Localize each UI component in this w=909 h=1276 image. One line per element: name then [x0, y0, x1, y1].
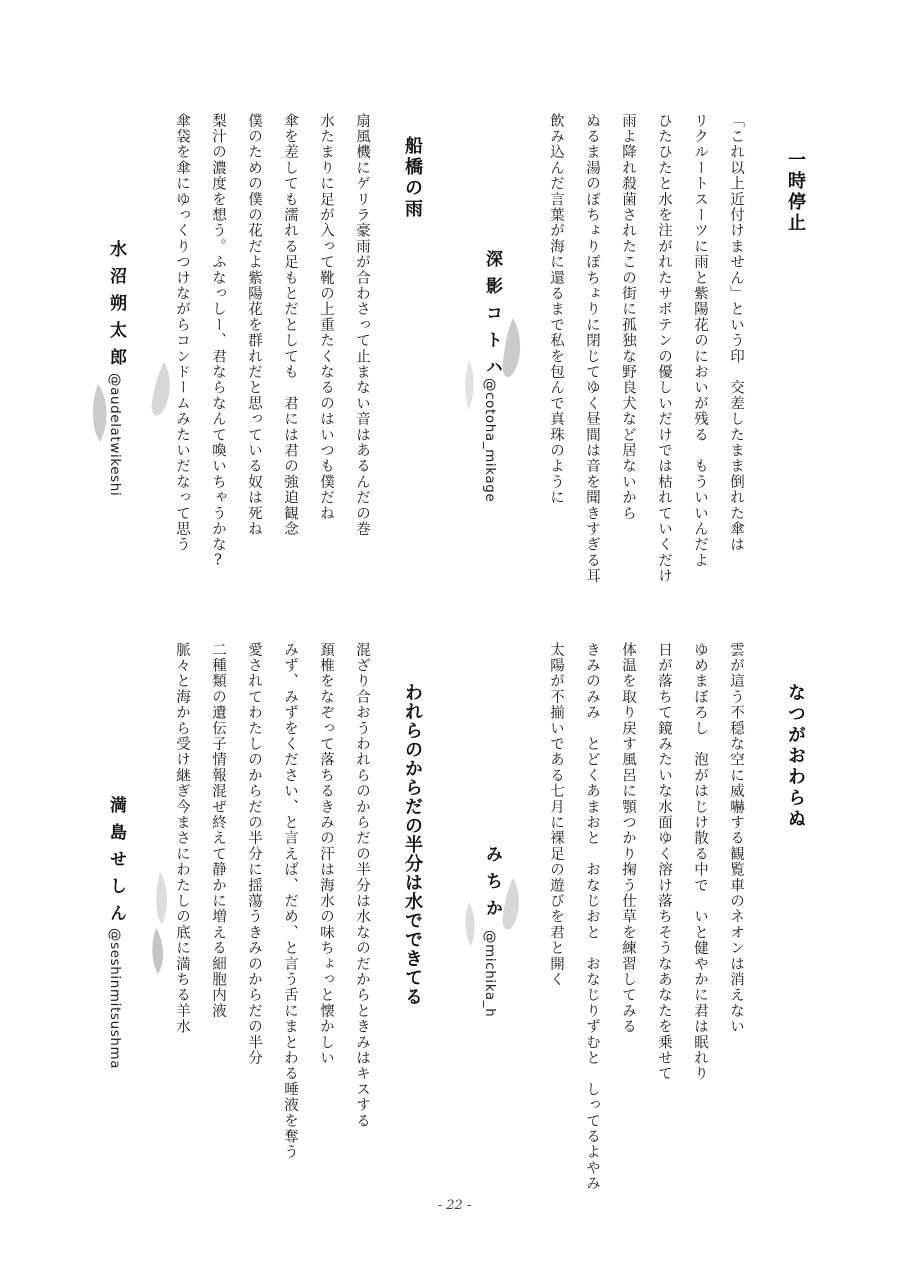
poem-line: ぬるま湯のぽちょりぽちょりに閉じてゆく昼間は音を聞きすぎる耳	[584, 113, 600, 584]
poem-line: 愛されてわたしのからだの半分に揺蕩うきみのからだの半分	[246, 642, 262, 1066]
poem-line: 雲が這う不穏な空に威嚇する観覧車のネオンは消えない	[728, 642, 744, 1035]
poem-line: みず、みずをください、と言えば、だめ、と言う舌にまとわる唾液を奪う	[282, 642, 298, 1161]
poem-line: ひたひたと水を注がれたサボテンの優しいだけでは枯れていくだけ	[656, 113, 672, 584]
poem-title-funabashi-no-ame: 船橋の雨	[402, 136, 423, 220]
author-name-michika: みちか	[482, 845, 502, 926]
poem-line: 混ざり合おうわれらのからだの半分は水なのだからときみはキスする	[354, 642, 370, 1129]
poem-line: 太陽が不揃いである七月に裸足の遊びを君と開く	[548, 642, 564, 988]
author-handle-mikage: @cotoha_mikage	[482, 378, 498, 503]
poem-line: 水たまりに足が入って靴の上重たくなるのはいつも僕だね	[318, 113, 334, 522]
poem-line: 傘を差しても濡れる足もとだとしても 君には君の強迫観念	[282, 113, 298, 537]
poem-line: 二種類の遺伝子情報混ぜ終えて静かに増える細胞内液	[210, 642, 226, 1019]
poem-line: 扇風機にゲリラ豪雨が合わさって止まない音はあるんだの巻	[354, 113, 370, 537]
poem-body-ichiji-teishi	[538, 113, 754, 584]
poem-line: 体温を取り戻す風呂に顎つかり掬う仕草を練習してみる	[620, 642, 636, 1035]
poem-line: 僕のための僕の花だよ紫陽花を群れだと思っている奴は死ね	[246, 113, 262, 537]
poem-line: 脈々と海から受け継ぎ今まさにわたしの底に満ちる羊水	[174, 642, 190, 1035]
author-name-mitsushima: 満島せしん	[106, 796, 126, 931]
poem-line: 雨よ降れ殺菌されたこの街に孤独な野良犬など居ないから	[620, 113, 636, 522]
poem-title-natsu-ga-owaranu: なつがおわらぬ	[785, 683, 806, 830]
author-handle-mitsushima: @seshinmitsushma	[107, 928, 123, 1070]
poem-line: 梨汁の濃度を想う。ふなっしー、君ならなんて喚いちゃうかな?	[210, 113, 226, 570]
author-name-mikage: 深影コトハ	[482, 250, 502, 385]
poem-line: リクルートスーツに雨と紫陽花のにおいが残る もういいんだよ	[692, 113, 708, 569]
poem-line: 「これ以上近付けません」という印 交差したまま倒れた傘は	[728, 113, 744, 553]
author-handle-michika: @michika_h	[482, 930, 498, 1018]
poem-body-funabashi-no-ame	[164, 113, 380, 570]
poem-line: 傘袋を傘にゆっくりつけながらコンドームみたいだなって思う	[174, 113, 190, 553]
poem-line: きみのみみ とどくあまおと おなじおと おなじりずむと しってるよやみ	[584, 642, 600, 1192]
author-handle-mizunuma: @audelatwikeshi	[107, 373, 123, 497]
poem-line: ゆめまぼろし 泡がはじけ散る中で いと健やかに君は眠れり	[692, 642, 708, 1082]
poem-body-natsu-ga-owaranu	[538, 642, 754, 1192]
page-number: - 22 -	[437, 1198, 472, 1213]
poem-line: 日が落ちて鏡みたいな水面ゆく溶け落ちそうなあなたを乗せて	[656, 642, 672, 1082]
poem-line: 飲み込んだ言葉が海に還るまで私を包んで真珠のように	[548, 113, 564, 506]
poem-body-warera-no-karada	[164, 642, 380, 1160]
poem-line: 頚椎をなぞって落ちるきみの汗は海水の味ちょっと懐かしい	[318, 642, 334, 1066]
author-name-mizunuma: 水沼朔太郎	[106, 240, 126, 375]
poem-title-warera-no-karada: われらのからだの半分は水でできてる	[402, 683, 423, 1006]
poem-title-ichiji-teishi: 一時停止	[785, 150, 806, 234]
